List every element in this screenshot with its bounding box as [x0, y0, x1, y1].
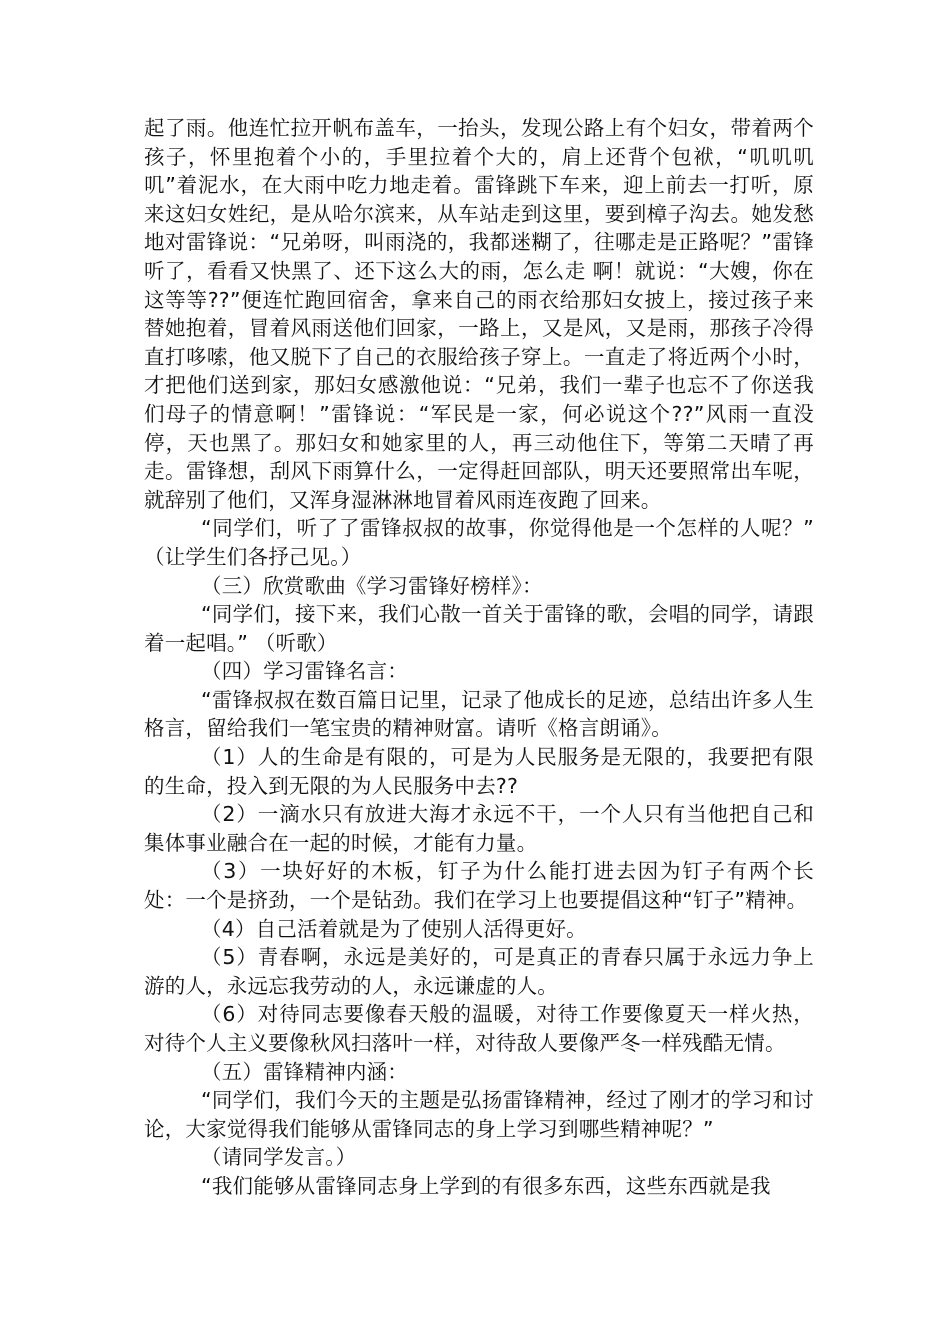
song-intro-paragraph: “同学们，接下来，我们心散一首关于雷锋的歌，会唱的同学，请跟着一起唱。” （听歌） — [144, 602, 814, 655]
document-body — [144, 114, 814, 1201]
quote-item-4: （4）自己活着就是为了使别人活得更好。 — [201, 916, 587, 941]
section-heading-quotes: （四）学习雷锋名言： — [201, 659, 408, 684]
section-heading-song: （三）欣赏歌曲《学习雷锋好榜样》： — [201, 573, 543, 598]
closing-paragraph: “我们能够从雷锋同志身上学到的有很多东西，这些东西就是我 — [201, 1173, 771, 1198]
question-paragraph: “同学们，听了了雷锋叔叔的故事，你觉得他是一个怎样的人呢？” （让学生们各抒己见。） — [144, 516, 814, 569]
quotes-intro-paragraph: “雷锋叔叔在数百篇日记里，记录了他成长的足迹，总结出许多人生格言，留给我们一笔宝贵的精神财富。请听《格言朗诵》。 — [144, 687, 814, 741]
quote-item-2: （2）一滴水只有放进大海才永远不干，一个人只有当他把自己和集体事业融合在一起的时候，才能有力量。 — [144, 802, 814, 855]
quote-item-5: （5）青春啊，永远是美好的，可是真正的青春只属于永远力争上游的人，永远忘我劳动的人，永远谦虚的人。 — [144, 945, 814, 998]
student-speak-note: （请同学发言。） — [201, 1145, 357, 1170]
quote-item-3: （3）一块好好的木板，钉子为什么能打进去因为钉子有两个长处：一个是挤劲，一个是钻劲。我们在学习上也要提倡这种“钉子”精神。 — [144, 859, 814, 913]
quote-item-1: （1）人的生命是有限的，可是为人民服务是无限的，我要把有限的生命，投入到无限的为人民服务中去?? — [144, 745, 814, 798]
story-paragraph: 起了雨。他连忙拉开帆布盖车，一抬头，发现公路上有个妇女，带着两个孩子，怀里抱着个小的，手里拉着个大的，肩上还背个包袱，“叽叽叽叽”着泥水，在大雨中吃力地走着。雷锋跳下车来，迎上前去一打听，原来这妇女姓纪，是从哈尔滨来，从车站走到这里，要到樟子沟去。她发愁地对雷锋说：“兄弟呀，叫雨浇的，我都迷糊了，往哪走是正路呢？”雷锋听了，看看又快黑了、还下这么大的雨，怎么走 啊！就说：“大嫂，你在这等等??”便连忙跑回宿舍，拿来自己的雨衣给那妇女披上，接过孩子来替她抱着，冒着风雨送他们回家，一路上，又是风，又是雨，那孩子冷得直打哆嗦，他又脱下了自己的衣服给孩子穿上。一直走了将近两个小时，才把他们送到家，那妇女感激他说：“兄弟，我们一辈子也忘不了你送我们母子的情意啊！”雷锋说：“军民是一家，何必说这个??”风雨一直没停，天也黑了。那妇女和她家里的人，再三动他住下，等第二天晴了再走。雷锋想，刮风下雨算什么，一定得赶回部队，明天还要照常出车呢，就辞别了他们，又浑身湿淋淋地冒着风雨连夜跑了回来。 — [144, 116, 814, 512]
spirit-question-paragraph: “同学们，我们今天的主题是弘扬雷锋精神，经过了刚才的学习和讨论，大家觉得我们能够从雷锋同志的身上学习到哪些精神呢？” — [144, 1088, 814, 1141]
quote-item-6: （6）对待同志要像春天般的温暖，对待工作要像夏天一样火热，对待个人主义要像秋风扫落叶一样，对待敌人要像严冬一样残酷无情。 — [144, 1002, 814, 1055]
section-heading-spirit: （五）雷锋精神内涵： — [201, 1059, 408, 1084]
